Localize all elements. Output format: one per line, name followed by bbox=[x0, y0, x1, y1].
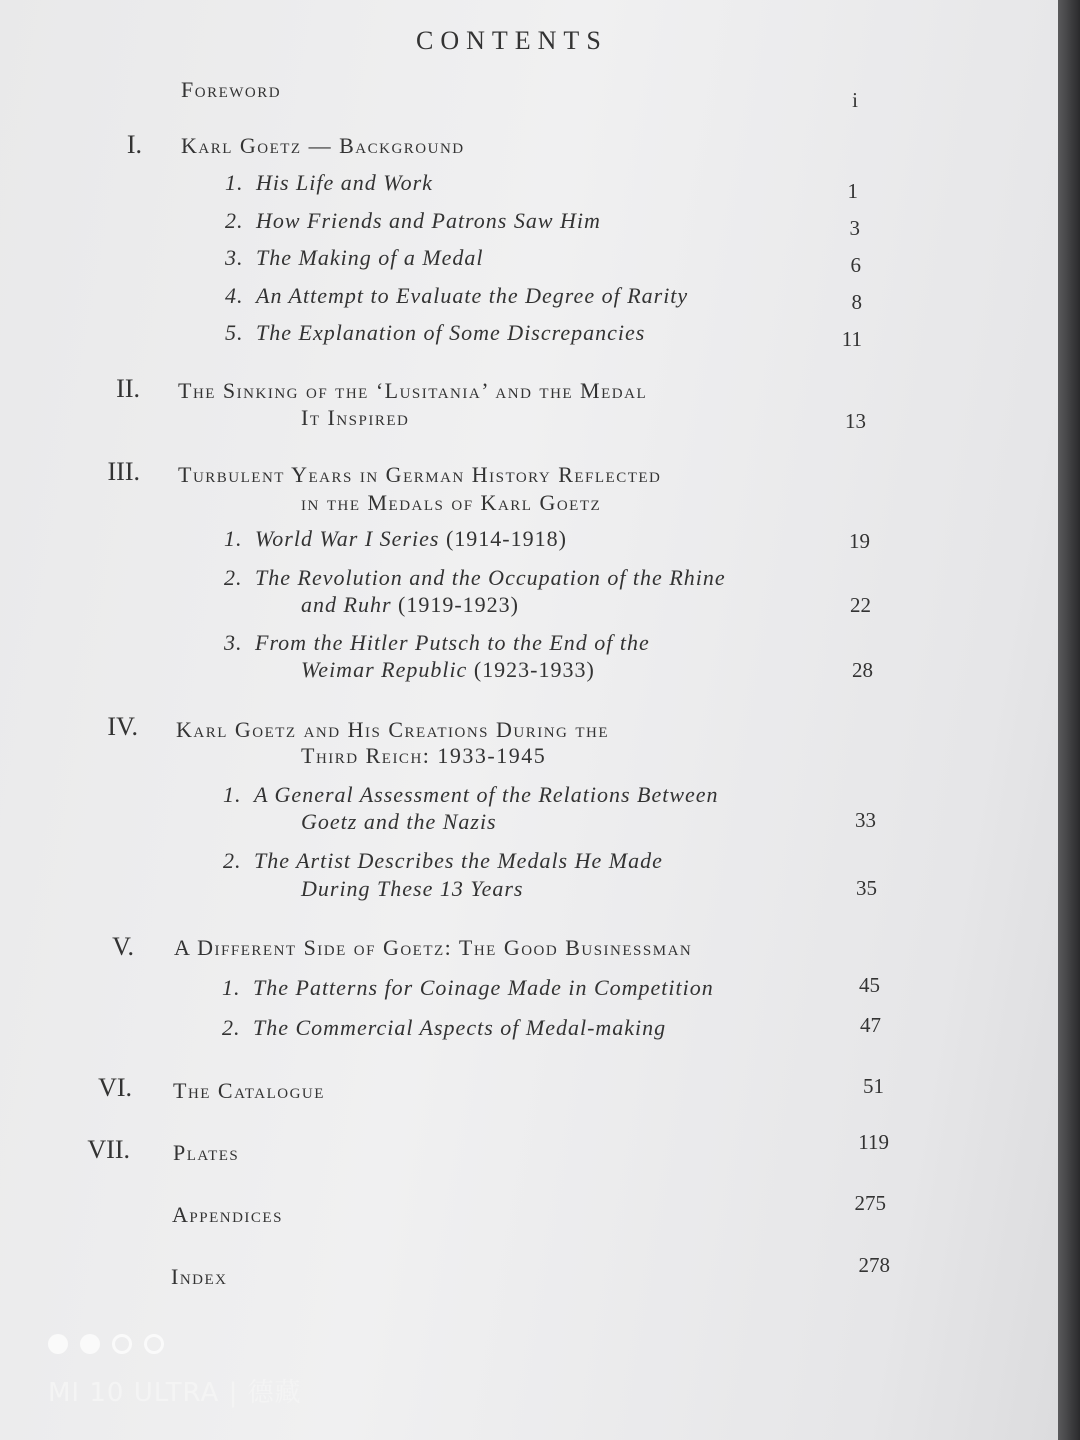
chapter-title: Plates bbox=[173, 1140, 240, 1165]
entry-title: The Explanation of Some Discrepancies bbox=[256, 320, 646, 345]
chapter-number: I. bbox=[126, 130, 142, 159]
chapter-title-continued: It Inspired bbox=[301, 405, 410, 430]
dot-icon bbox=[112, 1334, 132, 1354]
chapter-title: Karl Goetz — Background bbox=[181, 133, 465, 158]
entry-number: 2. bbox=[223, 848, 242, 873]
entry-years: (1919-1923) bbox=[398, 592, 519, 617]
chapter-title-continued: Third Reich: 1933-1945 bbox=[301, 743, 547, 768]
chapter-title: Karl Goetz and His Creations During the bbox=[176, 717, 610, 742]
chapter-title: Turbulent Years in German History Reflected bbox=[178, 462, 662, 487]
entry-page: 35 bbox=[856, 876, 877, 900]
entry-page: 45 bbox=[859, 973, 880, 997]
chapter-number: VI. bbox=[98, 1073, 132, 1102]
entry-title: The Making of a Medal bbox=[256, 245, 484, 270]
chapter-title-continued: in the Medals of Karl Goetz bbox=[301, 490, 602, 515]
entry-number: 1. bbox=[225, 170, 244, 195]
page-edge-shadow bbox=[1058, 0, 1080, 1440]
entry-number: 5. bbox=[225, 320, 244, 345]
entry-title-line bbox=[301, 592, 519, 618]
page-title: CONTENTS bbox=[416, 26, 608, 55]
entry-title-continued: Goetz and the Nazis bbox=[301, 809, 497, 834]
entry-title: The Patterns for Coinage Made in Competition bbox=[253, 975, 714, 1000]
chapter-title: A Different Side of Goetz: The Good Businessman bbox=[174, 935, 693, 960]
appendices-page: 275 bbox=[854, 1191, 886, 1215]
foreword-page: i bbox=[852, 88, 858, 112]
camera-watermark-dots bbox=[48, 1334, 164, 1354]
chapter-page: 13 bbox=[845, 409, 866, 433]
entry-number: 1. bbox=[224, 526, 243, 551]
dot-icon bbox=[48, 1334, 68, 1354]
entry-title-continued: During These 13 Years bbox=[301, 876, 524, 901]
entry-number: 2. bbox=[224, 565, 243, 590]
appendices-label: Appendices bbox=[172, 1202, 283, 1227]
entry-page: 3 bbox=[849, 216, 860, 240]
chapter-number: VII. bbox=[87, 1135, 130, 1164]
entry-title: The Commercial Aspects of Medal-making bbox=[253, 1015, 667, 1040]
entry-number: 1. bbox=[222, 975, 241, 1000]
entry-number: 2. bbox=[222, 1015, 241, 1040]
entry-title: How Friends and Patrons Saw Him bbox=[256, 208, 601, 233]
entry-title: A General Assessment of the Relations Between bbox=[254, 782, 719, 807]
entry-title: His Life and Work bbox=[256, 170, 433, 195]
entry-page: 19 bbox=[849, 529, 870, 553]
entry-page: 8 bbox=[851, 290, 862, 314]
chapter-number: V. bbox=[112, 932, 134, 961]
entry-title-line bbox=[255, 526, 567, 552]
chapter-title: The Catalogue bbox=[173, 1078, 325, 1103]
entry-page: 22 bbox=[850, 593, 871, 617]
index-label: Index bbox=[171, 1264, 228, 1289]
entry-years: (1923-1933) bbox=[473, 657, 595, 682]
entry-number: 3. bbox=[224, 630, 243, 655]
chapter-number: IV. bbox=[107, 712, 138, 741]
chapter-number: III. bbox=[107, 457, 140, 486]
entry-title: World War I Series bbox=[255, 526, 440, 551]
chapter-page: 119 bbox=[858, 1130, 889, 1154]
entry-years: (1914-1918) bbox=[445, 526, 567, 551]
entry-number: 4. bbox=[225, 283, 244, 308]
entry-title-continued: Weimar Republic bbox=[301, 657, 468, 682]
entry-page: 6 bbox=[850, 253, 861, 277]
chapter-title: The Sinking of the ‘Lusitania’ and the Medal bbox=[178, 378, 648, 403]
entry-title: From the Hitler Putsch to the End of the bbox=[255, 630, 650, 655]
entry-number: 1. bbox=[223, 782, 242, 807]
entry-title: An Attempt to Evaluate the Degree of Rarity bbox=[256, 283, 689, 308]
chapter-page: 51 bbox=[863, 1074, 884, 1098]
entry-page: 1 bbox=[847, 179, 858, 203]
dot-icon bbox=[80, 1334, 100, 1354]
entry-number: 2. bbox=[225, 208, 244, 233]
entry-title-continued: and Ruhr bbox=[301, 592, 392, 617]
entry-page: 47 bbox=[860, 1013, 881, 1037]
entry-page: 11 bbox=[841, 327, 862, 351]
entry-number: 3. bbox=[225, 245, 244, 270]
chapter-number: II. bbox=[116, 374, 140, 403]
entry-page: 28 bbox=[852, 658, 873, 682]
dot-icon bbox=[144, 1334, 164, 1354]
entry-title: The Artist Describes the Medals He Made bbox=[254, 848, 663, 873]
foreword-label: Foreword bbox=[181, 77, 282, 102]
entry-title: The Revolution and the Occupation of the Rhine bbox=[255, 565, 726, 590]
index-page: 278 bbox=[858, 1253, 890, 1277]
camera-watermark: MI 10 ULTRA | 德藏 bbox=[48, 1378, 302, 1408]
entry-page: 33 bbox=[855, 808, 876, 832]
entry-title-line bbox=[301, 657, 595, 683]
